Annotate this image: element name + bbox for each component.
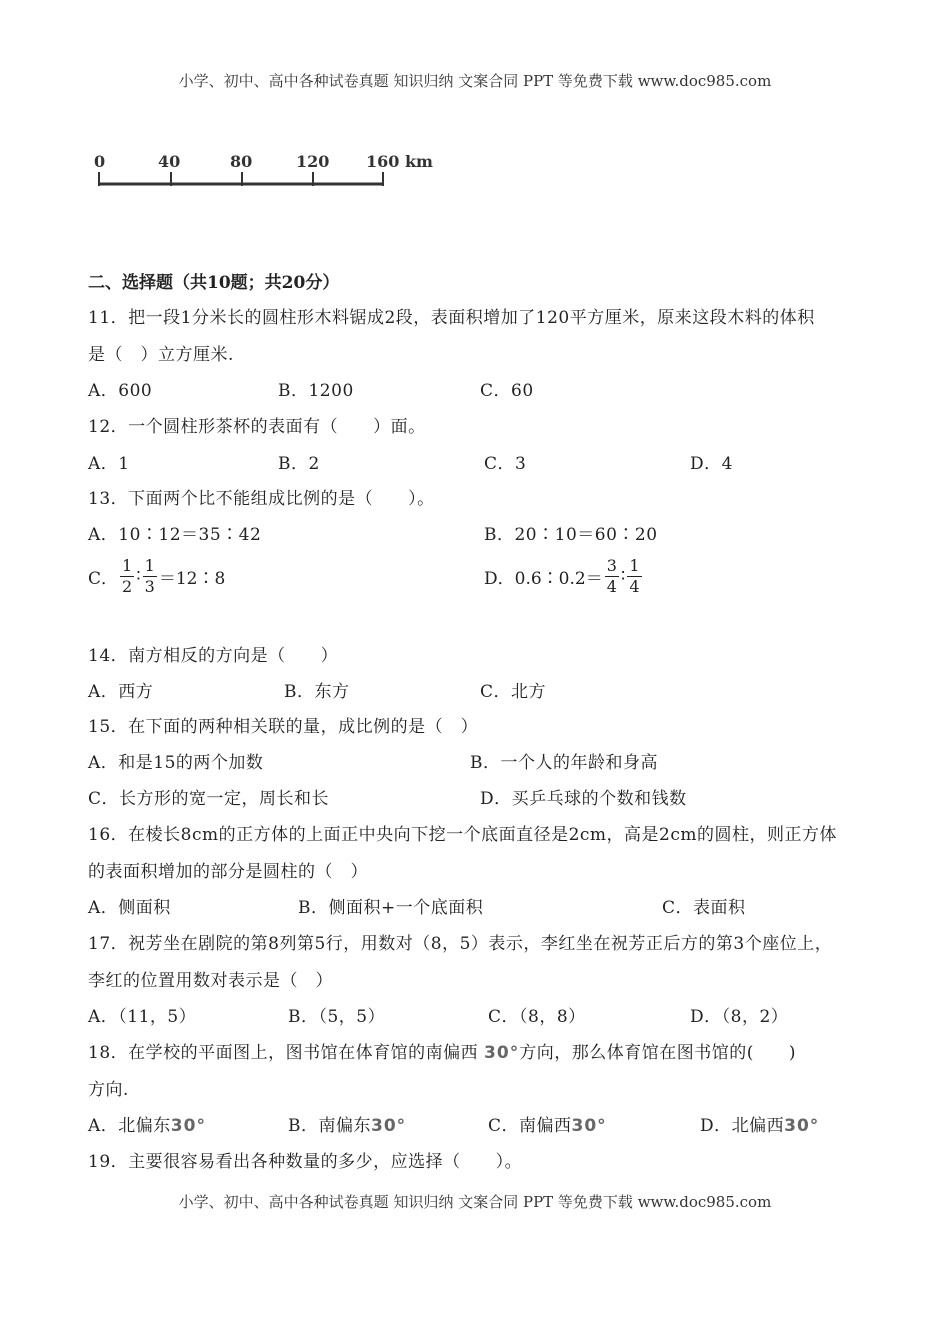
q16-option-b[interactable]: B．侧面积+一个底面积 xyxy=(298,898,484,918)
q18-option-d[interactable]: D．北偏西30° xyxy=(700,1116,820,1136)
section-title: 二、选择题（共10题；共20分） xyxy=(88,273,340,293)
q16-option-c[interactable]: C．表面积 xyxy=(662,898,746,918)
q16-option-a[interactable]: A．侧面积 xyxy=(88,898,171,918)
page-footer: 小学、初中、高中各种试卷真题 知识归纳 文案合同 PPT 等免费下载 www.doc985.com xyxy=(178,1193,772,1211)
q13-option-a[interactable]: A．10∶12＝35∶42 xyxy=(88,525,262,545)
question-13-text: 13．下面两个比不能组成比例的是（ ）。 xyxy=(88,489,435,509)
q13-option-c-prefix: C． xyxy=(88,569,119,589)
q13-c-fraction-1: $\frac{1}{2}$ xyxy=(122,556,133,596)
question-11-text: 11．把一段1分米长的圆柱形木料锯成2段，表面积增加了120平方厘米，原来这段木料的体积 xyxy=(88,308,815,328)
page-header: 小学、初中、高中各种试卷真题 知识归纳 文案合同 PPT 等免费下载 www.doc985.com xyxy=(178,72,772,90)
q13-option-d[interactable]: D．0.6∶0.2＝ $\frac{3}{4}$ ∶ $\frac{1}{4}$ xyxy=(484,556,640,596)
q18-option-a[interactable]: A．北偏东30° xyxy=(88,1116,206,1136)
q11-option-b[interactable]: B．1200 xyxy=(278,381,354,401)
question-19-text: 19．主要很容易看出各种数量的多少，应选择（ ）。 xyxy=(88,1152,523,1172)
scale-label-40: 40 xyxy=(158,152,181,171)
q18-degree-value: 30° xyxy=(484,1043,520,1063)
q15-option-a[interactable]: A．和是15的两个加数 xyxy=(88,753,264,773)
scale-label-160km: 160 km xyxy=(366,152,433,171)
q13-option-b[interactable]: B．20∶10＝60∶20 xyxy=(484,525,658,545)
q18-option-c[interactable]: C．南偏西30° xyxy=(488,1116,607,1136)
scale-label-120: 120 xyxy=(296,152,330,171)
q15-option-c[interactable]: C．长方形的宽一定，周长和长 xyxy=(88,789,330,809)
question-11-text-cont: 是（ ）立方厘米. xyxy=(88,345,234,365)
question-18-text-cont: 方向. xyxy=(88,1080,129,1100)
question-12-text: 12．一个圆柱形茶杯的表面有（ ）面。 xyxy=(88,417,426,437)
q11-option-a[interactable]: A．600 xyxy=(88,381,153,401)
q18-option-b[interactable]: B．南偏东30° xyxy=(288,1116,407,1136)
q12-option-d[interactable]: D．4 xyxy=(690,454,733,474)
q12-option-c[interactable]: C．3 xyxy=(484,454,527,474)
q12-option-b[interactable]: B．2 xyxy=(278,454,320,474)
q12-option-a[interactable]: A．1 xyxy=(88,454,130,474)
question-15-text: 15．在下面的两种相关联的量，成比例的是（ ） xyxy=(88,717,479,737)
q14-option-b[interactable]: B．东方 xyxy=(284,682,350,702)
question-18-text: 18．在学校的平面图上，图书馆在体育馆的南偏西 30°方向，那么体育馆在图书馆的( ) xyxy=(88,1043,796,1063)
question-17-text-cont: 李红的位置用数对表示是（ ） xyxy=(88,971,333,991)
q13-c-fraction-2: $\frac{1}{3}$ xyxy=(144,556,155,596)
q17-option-b[interactable]: B．（5，5） xyxy=(288,1007,386,1027)
question-16-text: 16．在棱长8cm的正方体的上面正中央向下挖一个底面直径是2cm，高是2cm的圆柱，则正方体 xyxy=(88,825,838,845)
q13-option-c[interactable]: C． $\frac{1}{2}$ ∶ $\frac{1}{3}$ ＝12∶8 xyxy=(88,556,226,596)
q14-option-c[interactable]: C．北方 xyxy=(480,682,547,702)
q13-d-fraction-2: $\frac{1}{4}$ xyxy=(629,556,640,596)
q13-d-fraction-1: $\frac{3}{4}$ xyxy=(606,556,617,596)
q15-option-b[interactable]: B．一个人的年龄和身高 xyxy=(470,753,658,773)
q11-option-c[interactable]: C．60 xyxy=(480,381,534,401)
q14-option-a[interactable]: A．西方 xyxy=(88,682,154,702)
q17-option-d[interactable]: D．（8，2） xyxy=(690,1007,789,1027)
question-16-text-cont: 的表面积增加的部分是圆柱的（ ） xyxy=(88,862,368,882)
q17-option-c[interactable]: C．（8，8） xyxy=(488,1007,586,1027)
q13-option-d-prefix: D．0.6∶0.2＝ xyxy=(484,569,603,589)
question-14-text: 14．南方相反的方向是（ ） xyxy=(88,646,339,666)
q17-option-a[interactable]: A．（11，5） xyxy=(88,1007,197,1027)
question-17-text: 17．祝芳坐在剧院的第8列第5行，用数对（8，5）表示，李红坐在祝芳正后方的第3个座位上， xyxy=(88,934,833,954)
scale-label-0: 0 xyxy=(94,152,106,171)
scale-label-80: 80 xyxy=(230,152,253,171)
q15-option-d[interactable]: D．买乒乓球的个数和钱数 xyxy=(480,789,687,809)
